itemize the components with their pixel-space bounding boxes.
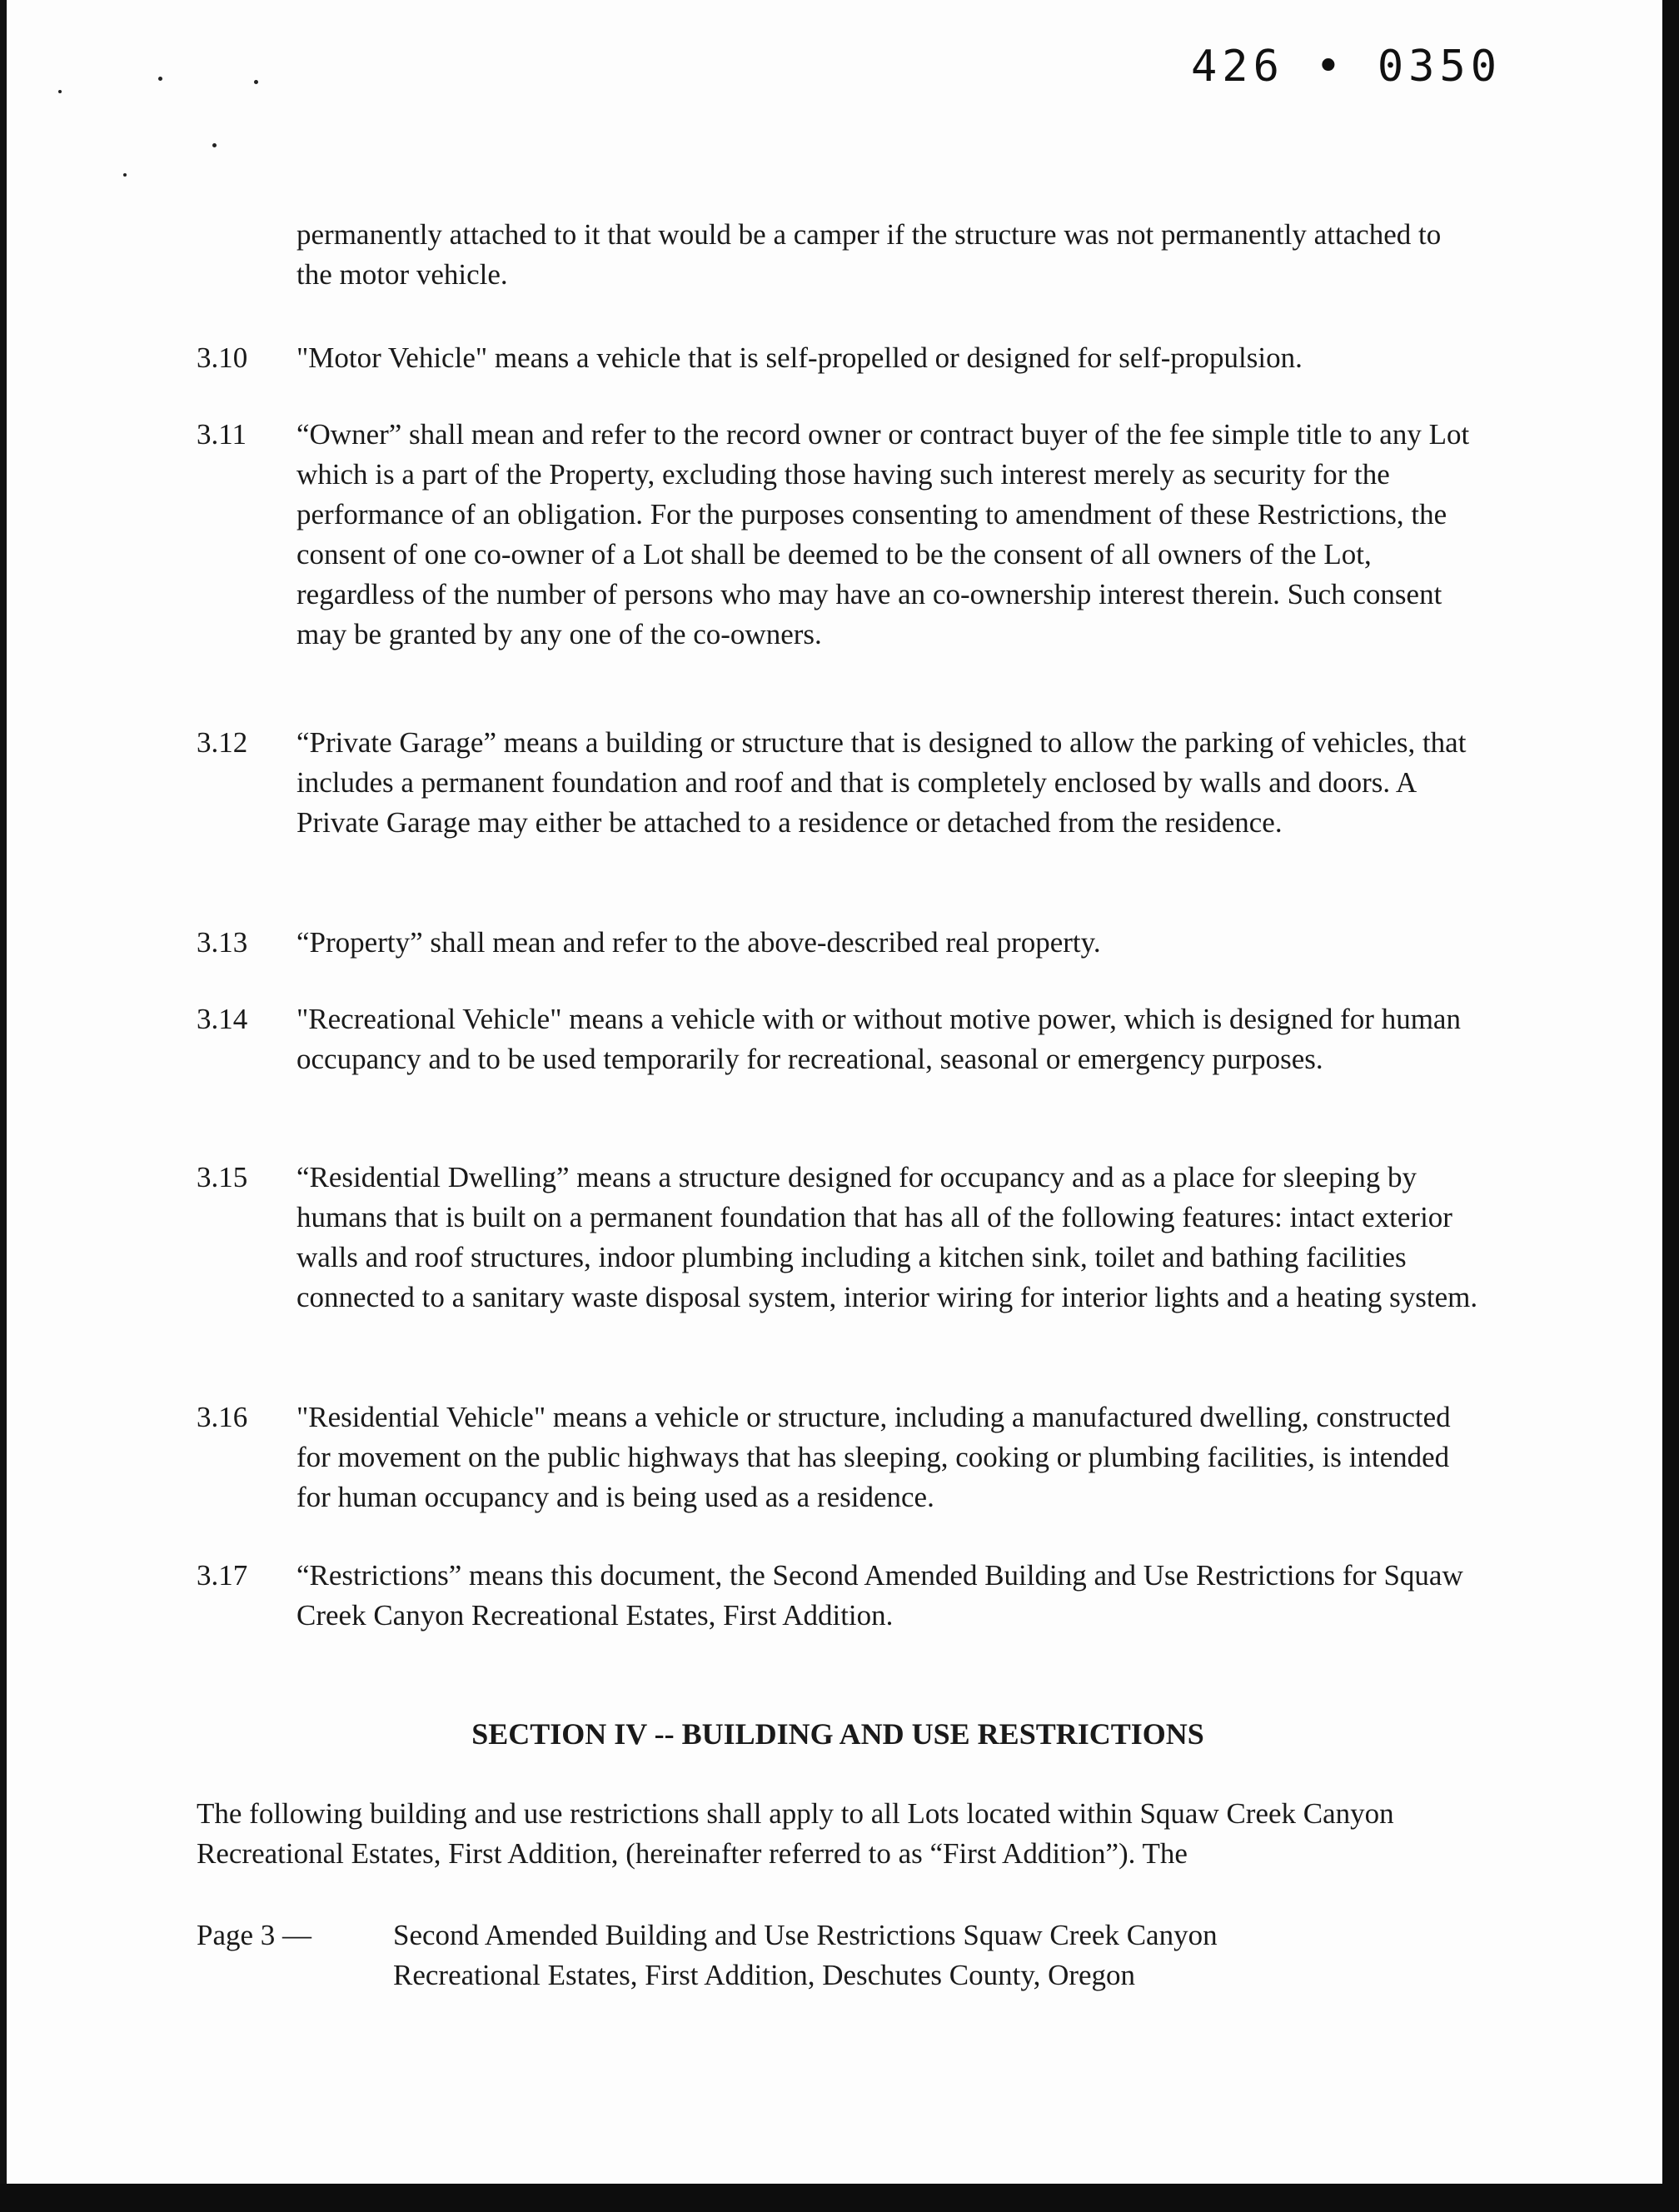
definition-text: “Private Garage” means a building or structure that is designed to allow the parking of vehicles, that includes a permanent foundation and roof and that is completely enclosed by walls and doors. A Private Garage may either be attached to a residence or detached from the residence. — [296, 726, 1467, 839]
definition-number: 3.13 — [197, 926, 248, 959]
definition-number: 3.10 — [197, 341, 248, 374]
page-label: Page 3 — — [197, 1919, 312, 1951]
document-number: 426 • 0350 — [1191, 42, 1502, 92]
footer-title-line-2: Recreational Estates, First Addition, Deschutes County, Oregon — [393, 1959, 1136, 1991]
definition-3-10 — [197, 338, 1479, 378]
definition-3-17 — [197, 1556, 1479, 1636]
scan-edge-bottom — [0, 2184, 1679, 2212]
definition-text: “Restrictions” means this document, the Second Amended Building and Use Restrictions for Squaw Creek Canyon Recreational Estates, First Addition. — [296, 1559, 1463, 1632]
continuation-text: permanently attached to it that would be a camper if the structure was not permanently attached to the motor vehicle. — [296, 218, 1442, 291]
section-paragraph: The following building and use restrictions shall apply to all Lots located within Squaw Creek Canyon Recreational Estates, First Addition, (hereinafter referred to as “First Addition”). The — [197, 1797, 1394, 1870]
definition-text: "Residential Vehicle" means a vehicle or structure, including a manufactured dwelling, constructed for movement on the public highways that has sleeping, cooking or plumbing facilities, is intended for human occupancy and is being used as a residence. — [296, 1401, 1451, 1513]
definition-3-12 — [197, 723, 1479, 843]
scan-edge-right — [1662, 0, 1679, 2212]
definition-number: 3.16 — [197, 1401, 248, 1433]
definition-3-15 — [197, 1158, 1479, 1318]
definition-text: "Motor Vehicle" means a vehicle that is self-propelled or designed for self-propulsion. — [296, 341, 1303, 374]
scan-speck — [254, 80, 258, 84]
scan-speck — [123, 173, 127, 177]
scan-speck — [212, 143, 217, 147]
scan-speck — [58, 90, 62, 93]
footer-title-line-1: Second Amended Building and Use Restrictions Squaw Creek Canyon — [393, 1919, 1218, 1951]
definition-text: “Residential Dwelling” means a structure designed for occupancy and as a place for sleeping by humans that is built on a permanent foundation that has all of the following features: intact exterior walls and roof structures, indoor plumbing including a kitchen sink, toilet and bathing facilities connected to a sanitary waste disposal system, interior wiring for interior lights and a heating system. — [296, 1161, 1478, 1313]
definition-number: 3.12 — [197, 726, 248, 759]
definition-3-16 — [197, 1397, 1479, 1517]
definition-text: “Owner” shall mean and refer to the record owner or contract buyer of the fee simple title to any Lot which is a part of the Property, excluding those having such interest merely as security for the performance of an obligation. For the purposes consenting to amendment of these Restrictions, the consent of one co-owner of a Lot shall be deemed to be the consent of all owners of the Lot, regardless of the number of persons who may have an co-ownership interest therein. Such consent may be granted by any one of the co-owners. — [296, 418, 1470, 650]
definition-text: “Property” shall mean and refer to the above-described real property. — [296, 926, 1101, 959]
scan-edge-left — [0, 0, 7, 2212]
definition-number: 3.11 — [197, 418, 247, 451]
definition-3-13 — [197, 923, 1479, 963]
definition-number: 3.17 — [197, 1559, 248, 1592]
section-heading: SECTION IV -- BUILDING AND USE RESTRICTIONS — [471, 1717, 1204, 1751]
scan-speck — [158, 77, 162, 81]
definition-text: "Recreational Vehicle" means a vehicle with or without motive power, which is designed for human occupancy and to be used temporarily for recreational, seasonal or emergency purposes. — [296, 1003, 1461, 1075]
page-footer — [197, 1916, 1479, 1995]
definition-number: 3.15 — [197, 1161, 248, 1193]
definition-3-14 — [197, 999, 1479, 1079]
definition-3-11 — [197, 415, 1479, 655]
definition-number: 3.14 — [197, 1003, 248, 1035]
